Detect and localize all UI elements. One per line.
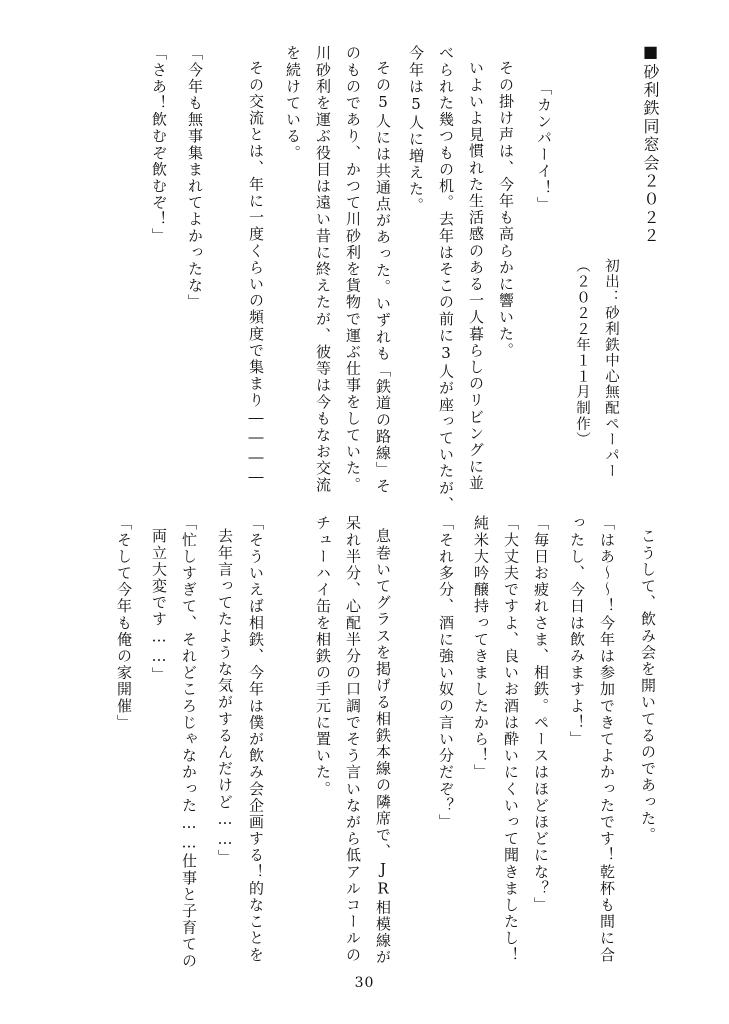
dialogue-line: 両立大変です……」 [150,528,168,684]
dialogue-line: 「忙しすぎて、それどころじゃなかった……仕事と子育ての [180,515,198,970]
body-line: べられた幾つもの机。去年はそこの前に3人が座っていたが、 [437,45,455,513]
dialogue-line: 「そして今年も俺の家開催」 [115,515,133,731]
body-line: 呆れ半分、心配半分の口調でそう言いながら低アルコールの [344,515,362,964]
body-line: その掛け声は、今年も高らかに響いた。 [497,60,515,359]
dialogue-line: 「さあ！飲むぞ飲むぞ！」 [150,45,168,245]
body-line: チューハイ缶を相鉄の手元に置いた。 [314,515,332,798]
dialogue-line: 「はあ～～！今年は参加できてよかったです！乾杯も間に合 [598,515,616,964]
creation-date-note: （２０２２年１１月制作） [574,258,590,448]
body-line: を続けている。 [284,45,302,162]
dialogue-line: 「毎日お疲れさま、相鉄。ペースはほどほどにな？」 [532,515,550,914]
body-line: いよいよ見慣れた生活感のある一人暮らしのリビングに並 [467,60,485,492]
dialogue-line: 「大丈夫ですよ、良いお酒は酔いにくいって聞きましたし！ [502,515,520,964]
dialogue-line: 「今年も無事集まれてよかったな」 [186,45,204,311]
body-line: その5人には共通点があった。いずれも「鉄道の路線」そ [374,60,392,495]
dialogue-line: 去年言ってたような気がするんだけど……」 [216,528,234,866]
dialogue-line: 「そういえば相鉄、今年は僕が飲み会企画する！的なことを [247,515,265,964]
body-line: のものであり、かつて川砂利を貨物で運ぶ仕事をしていた。 [344,45,362,494]
body-line: その交流とは、年に一度くらいの頻度で集まり―――― [247,60,265,487]
body-line: 今年は5人に増えた。 [407,45,425,214]
page-number: 30 [354,975,375,991]
dialogue-line: 「カンパーイ！」 [535,80,553,213]
dialogue-line: 「それ多分、酒に強い奴の言い分だぞ？」 [437,515,455,831]
story-title: ■砂利鉄同窓会２０２２ [641,42,660,246]
first-published-note: 初出：砂利鉄中心無配ペーパー [603,258,619,480]
body-line: 川砂利を運ぶ役目は遠い昔に終えたが、彼等は今もなお交流 [314,45,332,494]
dialogue-line: ったし、今日は飲みますよ！」 [568,515,586,748]
body-line: こうして、飲み会を開いてるのであった。 [639,528,657,844]
dialogue-line: 純米大吟醸持ってきましたから！」 [472,515,490,781]
body-line: 息巻いてグラスを掲げる相鉄本線の隣席で、JR相模線が [374,528,392,966]
